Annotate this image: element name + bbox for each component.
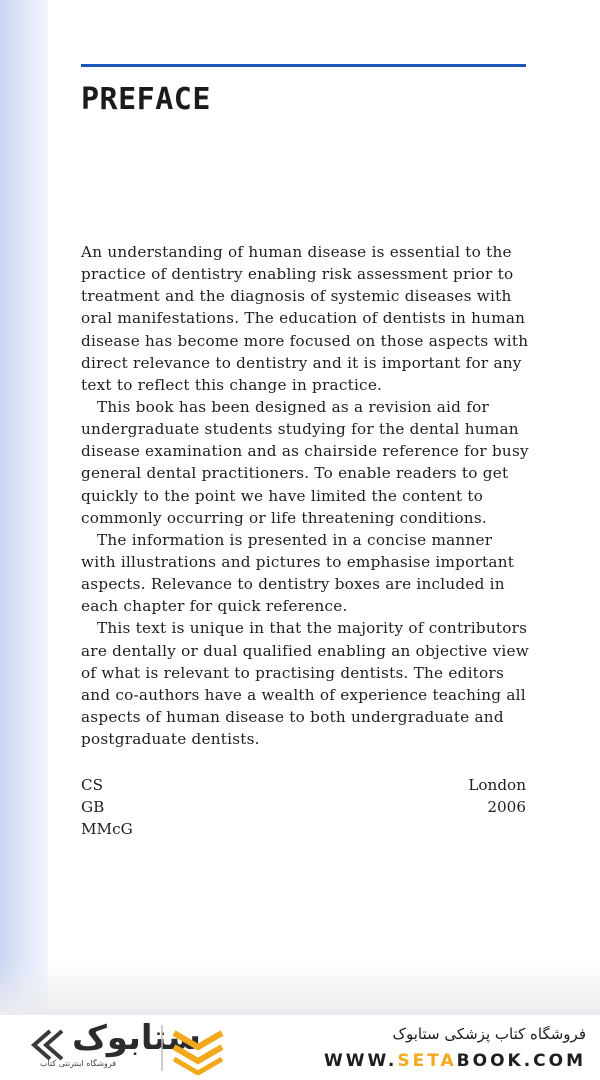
logo-text: ستابوک [72,1018,201,1058]
text-line: disease examination and as chairside reference for busy [81,442,529,461]
text-line: oral manifestations. The education of dentists in human [81,309,526,328]
paragraph-2 [81,396,529,529]
text-line: commonly occurring or life threatening conditions. [81,508,487,527]
text-line: disease has become more focused on those aspects with [81,331,529,350]
paragraph-1 [81,241,529,396]
chevron-stack-icon [160,1021,226,1075]
text-line: practice of dentistry enabling risk assessment prior to [81,265,514,284]
text-line: postgraduate dentists. [81,730,260,749]
url-highlight: SETA [397,1051,457,1071]
url-suffix: BOOK.COM [456,1051,586,1071]
page-bottom-shadow [0,960,600,1015]
text-line: text to reflect this change in practice. [81,375,383,394]
url-prefix: WWW. [324,1051,398,1071]
place: London [468,776,526,794]
text-line: general dental practitioners. To enable readers to get [81,464,509,483]
year: 2006 [487,798,526,816]
author-initial: MMcG [81,820,133,838]
place-and-date [468,774,526,840]
paragraph-3 [81,529,526,618]
author-initial: GB [81,798,105,816]
header-rule [81,64,526,67]
text-line: treatment and the diagnosis of systemic diseases with [81,287,512,306]
text-line: aspects of human disease to both undergraduate and [81,707,504,726]
text-line: with illustrations and pictures to emphasise important [81,552,515,571]
text-line: of what is relevant to practising dentists. The editors [81,663,504,682]
text-line: The information is presented in a concise manner [97,530,493,549]
logo-subtitle: فروشگاه اینترنتی کتاب [40,1059,117,1068]
author-initials [81,774,133,840]
page-edge-shadow [0,0,48,1012]
signoff [81,774,526,840]
text-line: are dentally or dual qualified enabling an objective view [81,641,530,660]
text-line: This text is unique in that the majority of contributors [97,619,528,638]
author-initial: CS [81,776,104,794]
text-line: An understanding of human disease is essential to the [81,243,512,261]
watermark-footer [0,1015,600,1080]
preface-body [81,241,530,750]
page-title: PREFACE [81,82,211,117]
paragraph-4 [81,617,530,750]
store-url[interactable] [324,1051,586,1071]
text-line: each chapter for quick reference. [81,597,348,616]
store-name: فروشگاه کتاب پزشکی ستابوک [392,1025,586,1043]
text-line: direct relevance to dentistry and it is important for any [81,353,522,372]
text-line: This book has been designed as a revision aid for [97,397,489,416]
text-line: undergraduate students studying for the dental human [81,420,519,439]
text-line: and co-authors have a wealth of experience teaching all [81,685,526,704]
text-line: aspects. Relevance to dentistry boxes are included in [81,575,505,594]
text-line: quickly to the point we have limited the content to [81,486,484,505]
